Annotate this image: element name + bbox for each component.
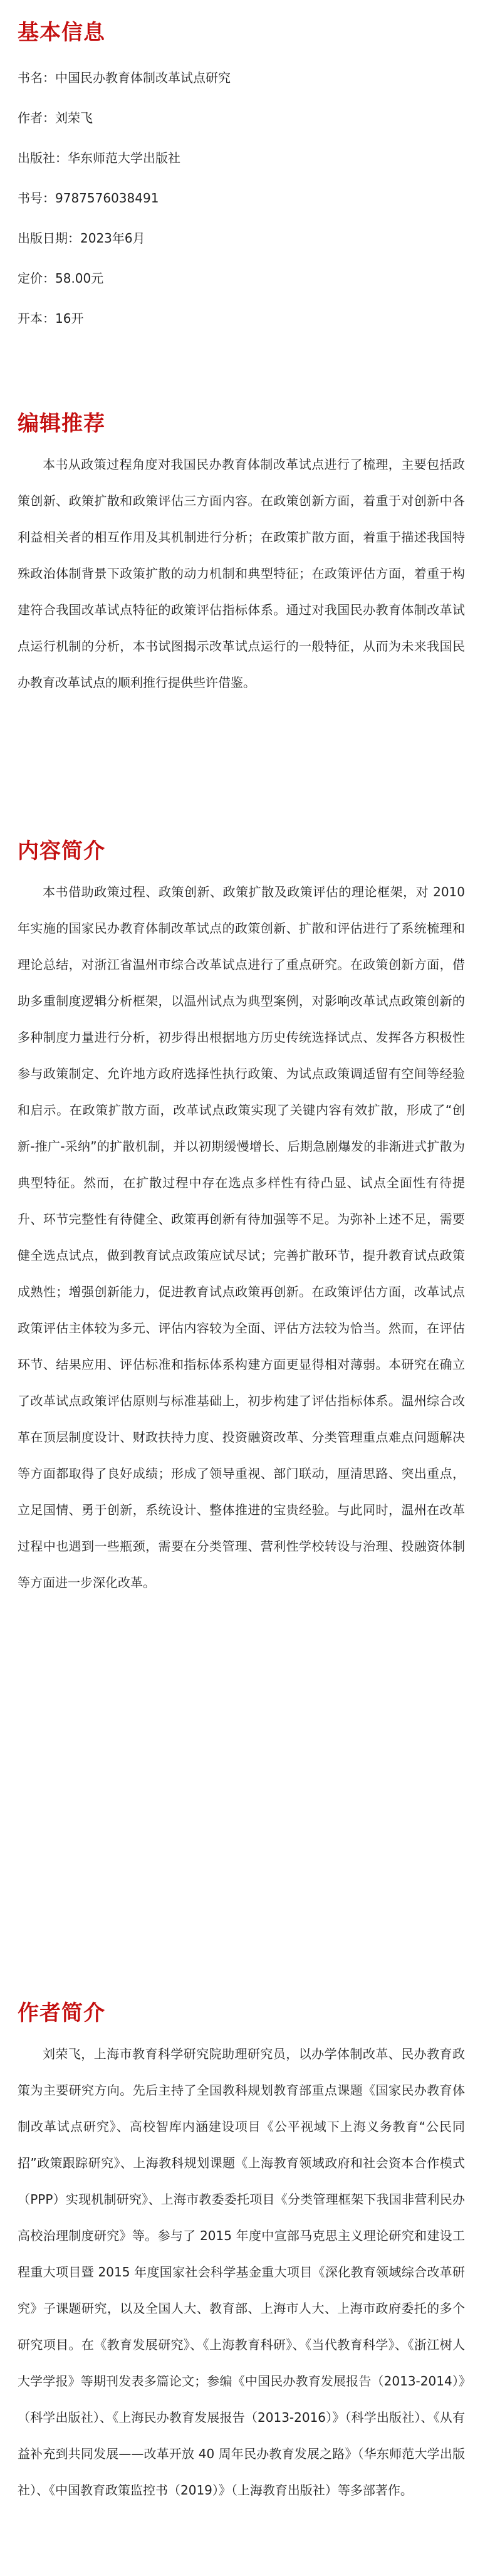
author-intro-heading: 作者简介 [18,2001,105,2026]
format-row: 开本：16开 [18,311,84,326]
author-row: 作者：刘荣飞 [18,110,93,125]
isbn-row: 书号：9787576038491 [18,191,159,206]
editor-recommendation-section [18,410,465,701]
author-intro-text: 刘荣飞，上海市教育科学研究院助理研究员，以办学体制改革、民办教育政策为主要研究方向。先后主持了全国教科规划教育部重点课题《国家民办教育体制改革试点研究》、高校智库内涵建设项目《公平视域下上海义务教育“公民同招”政策跟踪研究》、上海教科规划课题《上海教育领域政府和社会资本合作模式（PPP）实现机制研究》、上海市教委委托项目《分类管理框架下我国非营利民办高校治理制度研究》等。参与了 2015 年度中宣部马克思主义理论研究和建设工程重大项目暨 2015 年度国家社会科学基金重大项目《深化教育领域综合改革研究》子课题研究，以及全国人大、教育部、上海市人大、上海市政府委托的多个研究项目。在《教育发展研究》、《上海教育科研》、《当代教育科学》、《浙江树人大学学报》等期刊发表多篇论文；参编《中国民办教育发展报告（2013-2014）》（科学出版社）、《上海民办教育发展报告（2013-2016）》（科学出版社）、《从有益补充到共同发展——改革开放 40 周年民办教育发展之路》（华东师范大学出版社）、《中国教育政策监控书（2019）》（上海教育出版社）等多部著作。 [18,2046,465,2498]
publish-date-row: 出版日期：2023年6月 [18,231,145,246]
content-summary-heading: 内容简介 [18,839,105,864]
book-title-row: 书名：中国民办教育体制改革试点研究 [18,70,231,85]
price-row: 定价：58.00元 [18,271,104,286]
content-summary-text: 本书借助政策过程、政策创新、政策扩散及政策评估的理论框架，对 2010 年实施的国家民办教育体制改革试点的政策创新、扩散和评估进行了系统梳理和理论总结，对浙江省温州市综合改革试点进行了重点研究。在政策创新方面，借助多重制度逻辑分析框架，以温州试点为典型案例，对影响改革试点政策创新的多种制度力量进行分析，初步得出根据地方历史传统选择试点、发挥各方积极性参与政策制定、允许地方政府选择性执行政策、为试点政策调适留有空间等经验和启示。在政策扩散方面，改革试点政策实现了关键内容有效扩散，形成了“创新-推广-采纳”的扩散机制，并以初期缓慢增长、后期急剧爆发的非渐进式扩散为典型特征。然而，在扩散过程中存在选点多样性有待凸显、试点全面性有待提升、环节完整性有待健全、政策再创新有待加强等不足。为弥补上述不足，需要健全选点试点，做到教育试点政策应试尽试；完善扩散环节，提升教育试点政策成熟性；增强创新能力，促进教育试点政策再创新。在政策评估方面，改革试点政策评估主体较为多元、评估内容较为全面、评估方法较为恰当。然而，在评估环节、结果应用、评估标准和指标体系构建方面更显得相对薄弱。本研究在确立了改革试点政策评估原则与标准基础上，初步构建了评估指标体系。温州综合改革在顶层制度设计、财政扶持力度、投资融资改革、分类管理重点难点问题解决等方面都取得了良好成绩；形成了领导重视、部门联动，厘清思路、突出重点，立足国情、勇于创新，系统设计、整体推进的宝贵经验。与此同时，温州在改革过程中也遇到一些瓶颈，需要在分类管理、营利性学校转设与治理、投融资体制等方面进一步深化改革。 [18,884,465,1590]
editor-recommendation-text: 本书从政策过程角度对我国民办教育体制改革试点进行了梳理，主要包括政策创新、政策扩散和政策评估三方面内容。在政策创新方面，着重于对创新中各利益相关者的相互作用及其机制进行分析；在政策扩散方面，着重于描述我国特殊政治体制背景下政策扩散的动力机制和典型特征；在政策评估方面，着重于构建符合我国改革试点特征的政策评估指标体系。通过对我国民办教育体制改革试点运行机制的分析，本书试图揭示改革试点运行的一般特征，从而为未来我国民办教育改革试点的顺利推行提供些许借鉴。 [18,457,465,690]
publisher-row: 出版社：华东师范大学出版社 [18,150,180,165]
basic-info-heading: 基本信息 [18,20,105,45]
basic-info-section [18,19,465,348]
author-intro-section [18,1999,465,2508]
editor-recommendation-heading: 编辑推荐 [18,411,105,436]
content-summary-section [18,837,465,1601]
